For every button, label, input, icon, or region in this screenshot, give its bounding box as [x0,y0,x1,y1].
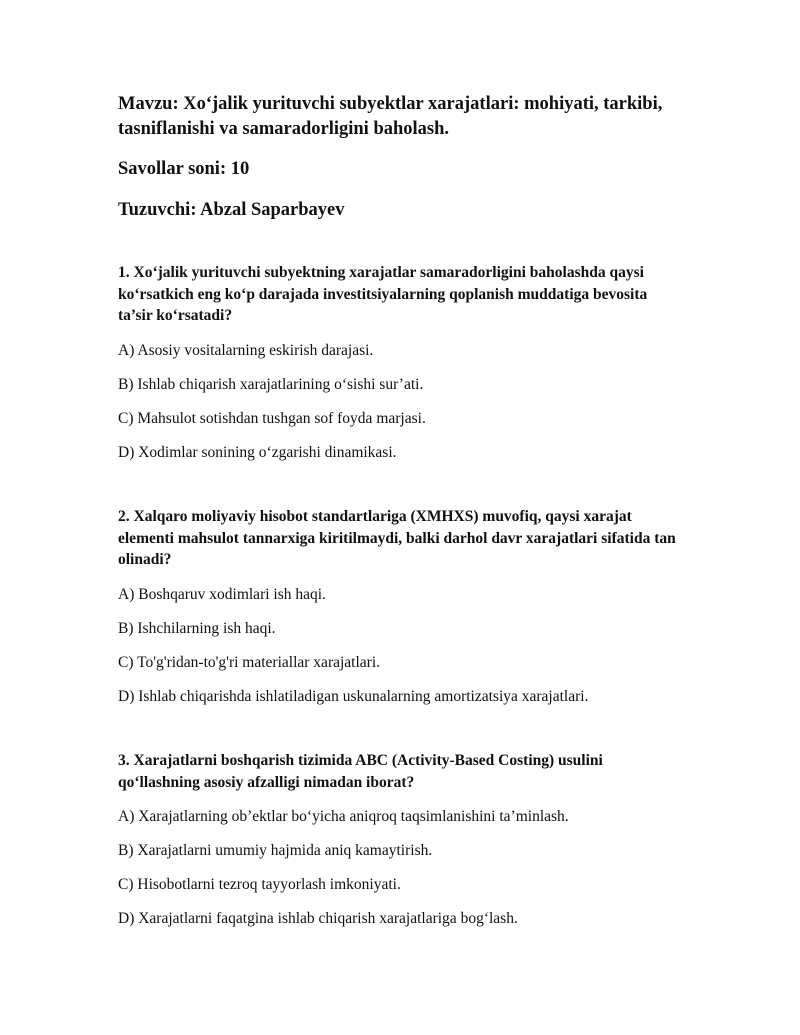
question-3 [118,750,678,942]
answer-option-d: D) Xodimlar sonining o‘zgarishi dinamikasi. [118,443,397,461]
question-2 [118,506,678,720]
answer-option-b: B) Ishchilarning ish haqi. [118,619,276,637]
document-page [118,92,698,223]
question-text: 1. Xo‘jalik yurituvchi subyektning xarajatlar samaradorligini baholashda qaysi ko‘rsatkich eng ko‘p darajada investitsiyalarning qoplanish muddatiga bevosita ta’sir ko‘rsatadi? [118,264,648,324]
author-line: Tuzuvchi: Abzal Saparbayev [118,200,345,220]
answer-option-a: A) Xarajatlarning ob’ektlar bo‘yicha aniqroq taqsimlanishini ta’minlash. [118,808,569,825]
answer-option-b: B) Xarajatlarni umumiy hajmida aniq kamaytirish. [118,842,433,859]
question-count: Savollar soni: 10 [118,159,250,179]
question-text: 3. Xarajatlarni boshqarish tizimida ABC (Activity-Based Costing) usulini qo‘llashning asosiy afzalligi nimadan iborat? [118,752,603,791]
answer-option-b: B) Ishlab chiqarish xarajatlarining o‘sishi sur’ati. [118,375,424,393]
question-text: 2. Xalqaro moliyaviy hisobot standartlariga (XMHXS) muvofiq, qaysi xarajat elementi mahsulot tannarxiga kiritilmaydi, balki darhol davr xarajatlari sifatida tan olinadi? [118,508,676,568]
topic-heading: Mavzu: Xo‘jalik yurituvchi subyektlar xarajatlari: mohiyati, tarkibi, tasniflanishi va samaradorligini baholash. [118,94,663,139]
answer-option-a: A) Asosiy vositalarning eskirish darajasi. [118,341,374,359]
answer-option-c: C) To'g'ridan-to'g'ri materiallar xarajatlari. [118,653,381,671]
answer-option-d: D) Xarajatlarni faqatgina ishlab chiqarish xarajatlariga bog‘lash. [118,910,518,927]
question-1 [118,262,678,476]
answer-option-c: C) Hisobotlarni tezroq tayyorlash imkoniyati. [118,876,401,893]
answer-option-c: C) Mahsulot sotishdan tushgan sof foyda marjasi. [118,409,426,427]
answer-option-d: D) Ishlab chiqarishda ishlatiladigan uskunalarning amortizatsiya xarajatlari. [118,687,589,705]
answer-option-a: A) Boshqaruv xodimlari ish haqi. [118,585,326,603]
